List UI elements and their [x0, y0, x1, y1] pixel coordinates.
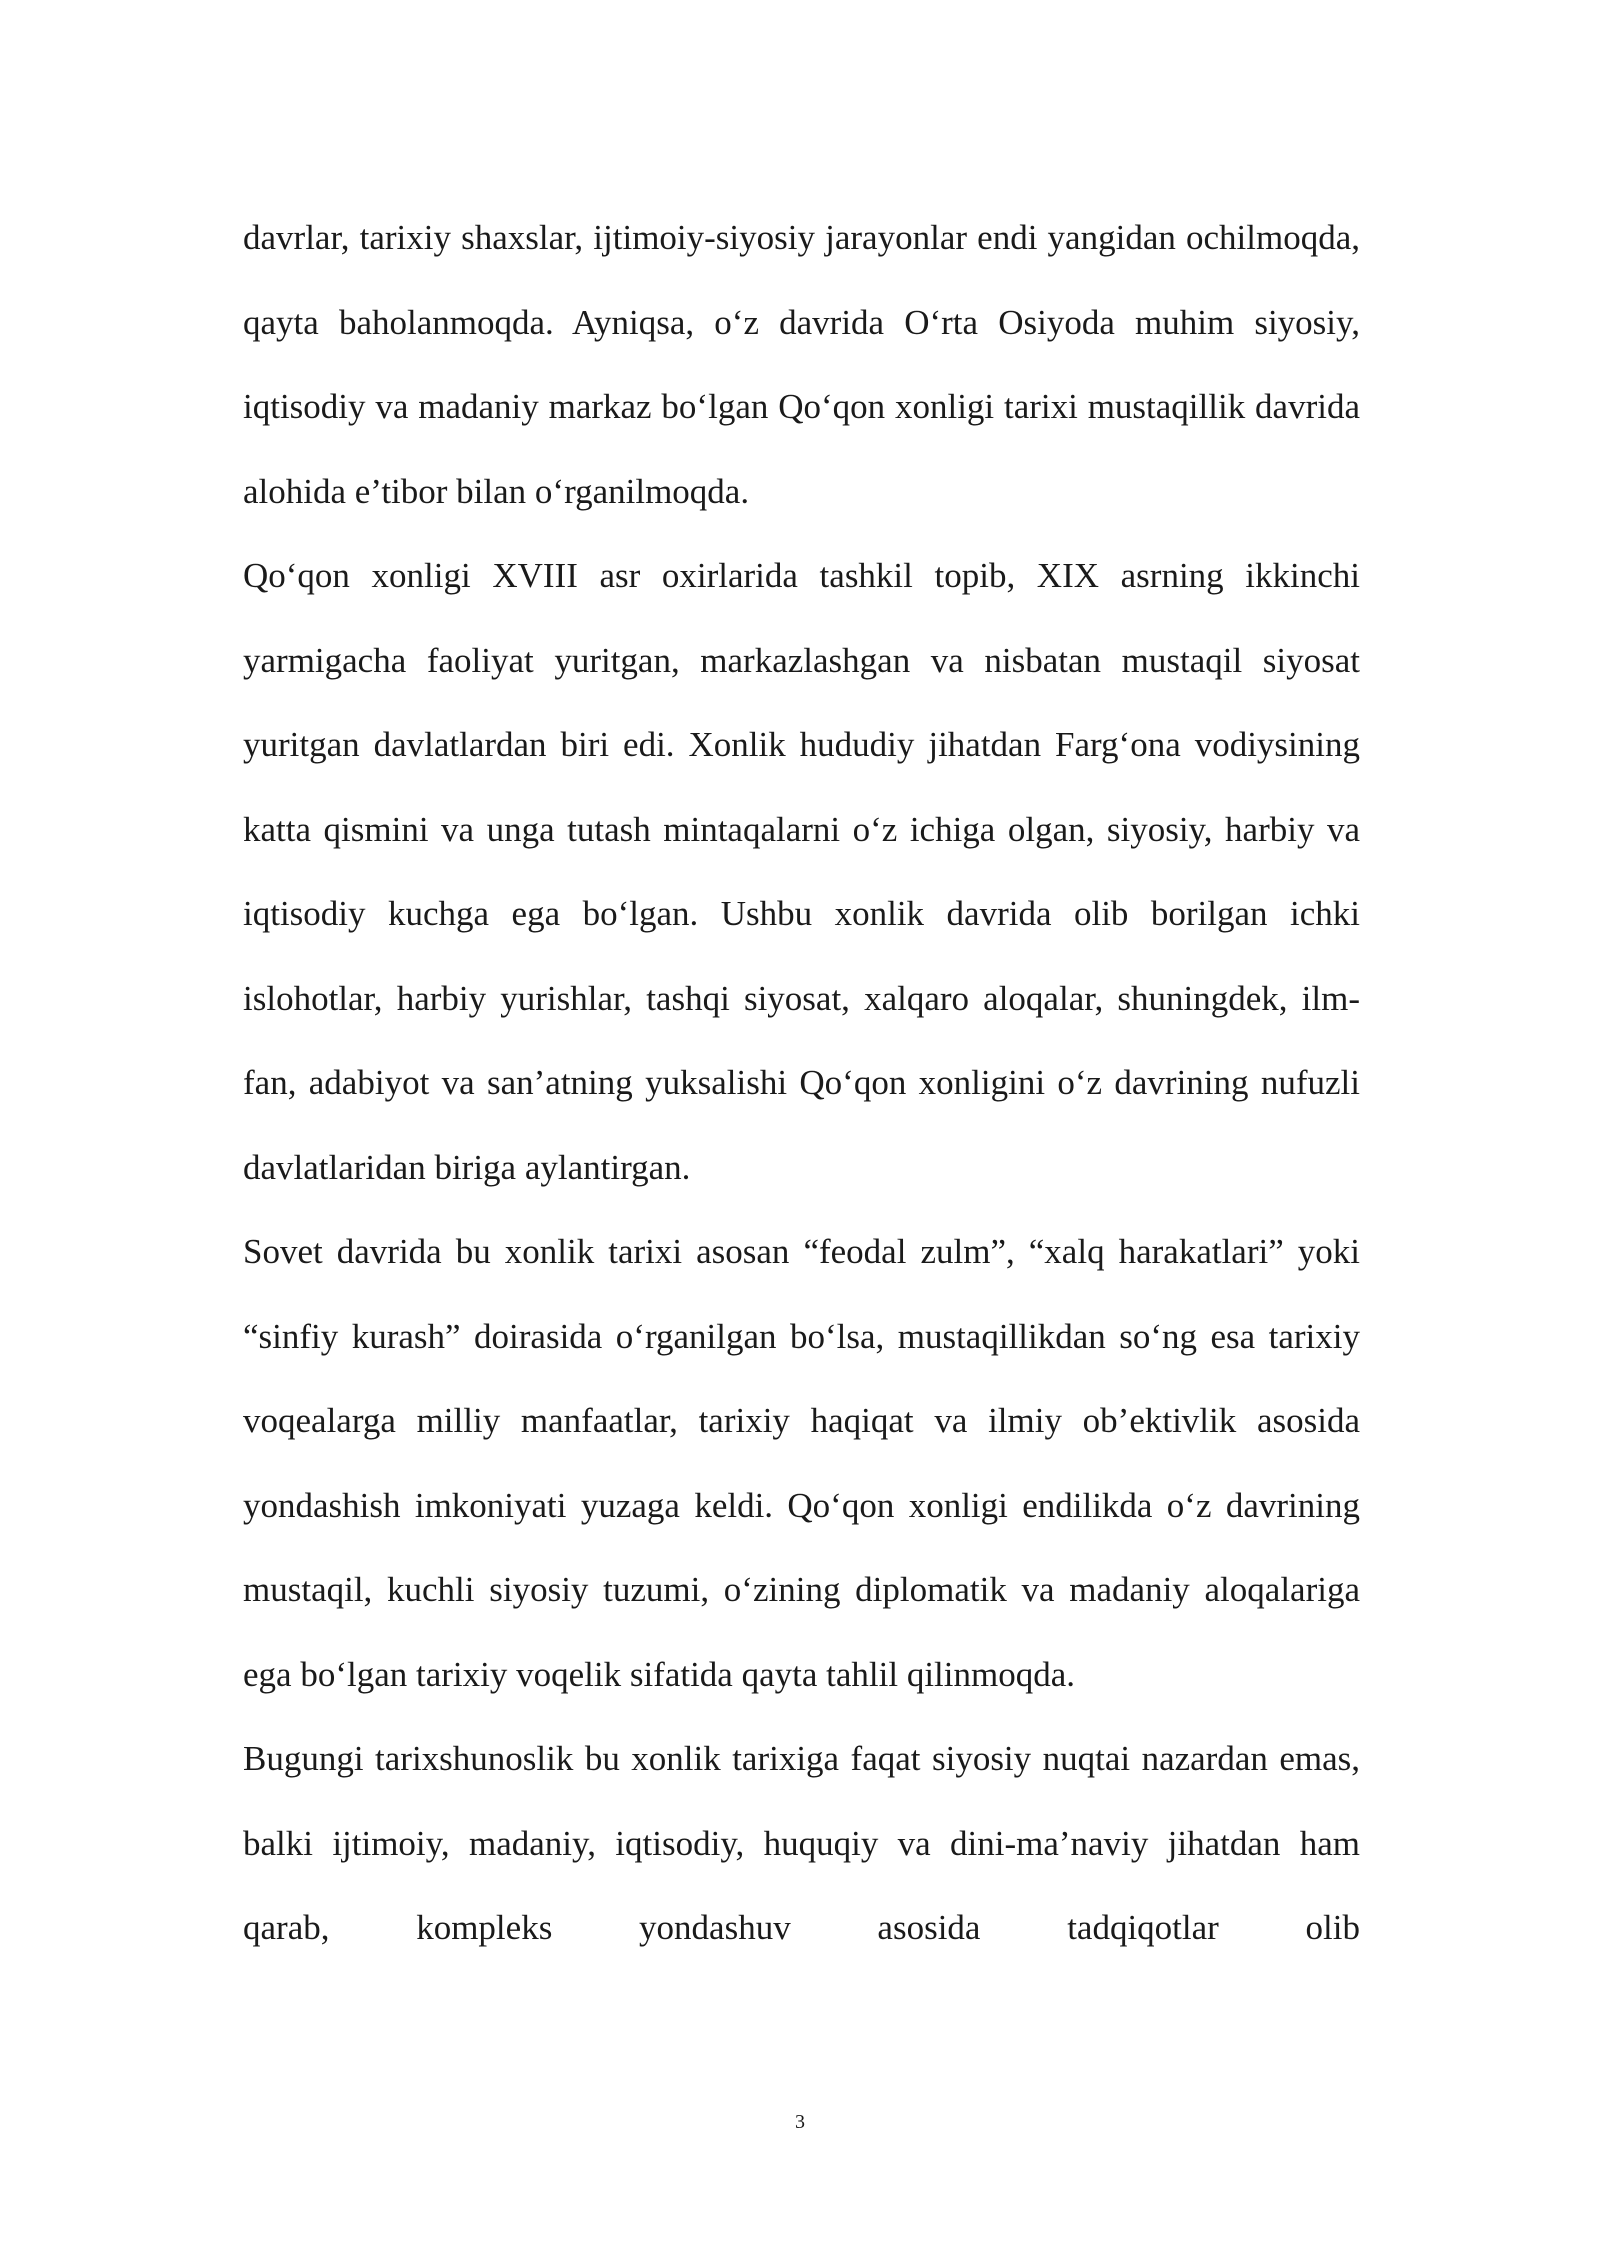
paragraph-4: Bugungi tarixshunoslik bu xonlik tarixiga faqat siyosiy nuqtai nazardan emas, balki ijtimoiy, madaniy, iqtisodiy, huquqiy va dini-ma’naviy jihatdan ham qarab, kompleks yondashuv asosida tadqiqotlar olib: [243, 1739, 1360, 1947]
body-text: [243, 196, 1360, 1971]
page-number: 3: [795, 2111, 805, 2133]
paragraph-1: davrlar, tarixiy shaxslar, ijtimoiy-siyosiy jarayonlar endi yangidan ochilmoqda, qayta baholanmoqda. Ayniqsa, o‘z davrida O‘rta Osiyoda muhim siyosiy, iqtisodiy va madaniy markaz bo‘lgan Qo‘qon xonligi tarixi mustaqillik davrida alohida e’tibor bilan o‘rganilmoqda.: [243, 218, 1360, 511]
paragraph-2: Qo‘qon xonligi XVIII asr oxirlarida tashkil topib, XIX asrning ikkinchi yarmigacha faoliyat yuritgan, markazlashgan va nisbatan mustaqil siyosat yuritgan davlatlardan biri edi. Xonlik hududiy jihatdan Farg‘ona vodiysining katta qismini va unga tutash mintaqalarni o‘z ichiga olgan, siyosiy, harbiy va iqtisodiy kuchga ega bo‘lgan. Ushbu xonlik davrida olib borilgan ichki islohotlar, harbiy yurishlar, tashqi siyosat, xalqaro aloqalar, shuningdek, ilm-fan, adabiyot va san’atning yuksalishi Qo‘qon xonligini o‘z davrining nufuzli davlatlaridan biriga aylantirgan.: [243, 556, 1360, 1187]
paragraph-3: Sovet davrida bu xonlik tarixi asosan “feodal zulm”, “xalq harakatlari” yoki “sinfiy kurash” doirasida o‘rganilgan bo‘lsa, mustaqillikdan so‘ng esa tarixiy voqealarga milliy manfaatlar, tarixiy haqiqat va ilmiy ob’ektivlik asosida yondashish imkoniyati yuzaga keldi. Qo‘qon xonligi endilikda o‘z davrining mustaqil, kuchli siyosiy tuzumi, o‘zining diplomatik va madaniy aloqalariga ega bo‘lgan tarixiy voqelik sifatida qayta tahlil qilinmoqda.: [243, 1232, 1360, 1694]
